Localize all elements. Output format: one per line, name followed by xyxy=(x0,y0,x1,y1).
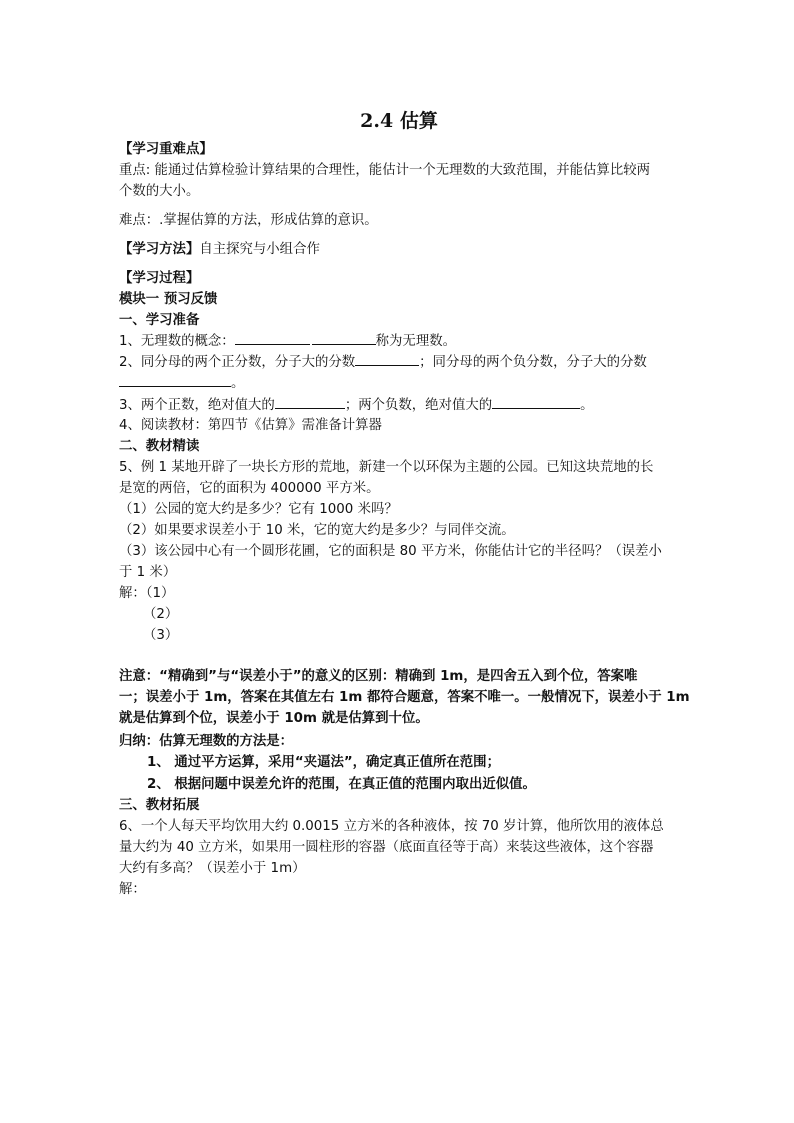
question-6-line-1: 6、一个人每天平均饮用大约 0.0015 立方米的各种液体，按 70 岁计算，他所饮用的液体总 xyxy=(119,819,664,834)
question-6-answer-label: 解： xyxy=(119,882,146,897)
key-points-heading: 【学习重难点】 xyxy=(119,142,213,157)
question-5-line-2: 是宽的两倍，它的面积为 400000 平方米。 xyxy=(119,481,380,496)
difficulty-line: 难点：.掌握估算的方法，形成估算的意识。 xyxy=(119,213,378,228)
answer-blank-1a[interactable] xyxy=(235,331,310,345)
question-3-suffix: 。 xyxy=(580,398,594,413)
question-4: 4、阅读教材：第四节《估算》需准备计算器 xyxy=(119,418,382,433)
question-1-suffix: 称为无理数。 xyxy=(375,334,456,349)
question-6-line-2: 量大约为 40 立方米，如果用一圆柱形的容器（底面直径等于高）来装这些液体，这个容器 xyxy=(119,840,654,855)
page-title: 2.4 估算 xyxy=(360,110,438,132)
extend-heading: 三、教材拓展 xyxy=(119,798,200,813)
question-2-suffix: 。 xyxy=(231,376,245,391)
question-5-sub-3-line-2: 于 1 米） xyxy=(119,565,177,580)
question-1 xyxy=(119,331,456,352)
note-line-2: 一；误差小于 1m，答案在其值左右 1m 都符合题意，答案不唯一。一般情况下，误差小于 1m xyxy=(119,690,690,705)
summary-heading: 归纳：估算无理数的方法是： xyxy=(119,734,294,749)
focus-line-2: 个数的大小。 xyxy=(119,184,200,199)
process-heading: 【学习过程】 xyxy=(119,271,200,286)
module-heading: 模块一 预习反馈 xyxy=(119,292,218,307)
answer-label-3: （3） xyxy=(143,628,179,643)
answer-label-1: 解：（1） xyxy=(119,586,175,601)
question-3 xyxy=(119,395,594,416)
summary-item-1: 1、 通过平方运算，采用“夹逼法”，确定真正值所在范围； xyxy=(147,755,500,770)
note-line-3: 就是估算到个位，误差小于 10m 就是估算到十位。 xyxy=(119,711,429,726)
answer-blank-2b[interactable] xyxy=(119,373,231,387)
question-2-line-2 xyxy=(119,373,244,394)
answer-blank-2a[interactable] xyxy=(355,352,419,366)
answer-blank-3b[interactable] xyxy=(492,395,580,409)
reading-heading: 二、教材精读 xyxy=(119,439,200,454)
question-5-sub-1: （1）公园的宽大约是多少？它有 1000 米吗？ xyxy=(119,502,398,517)
note-line-1: 注意：“精确到”与“误差小于”的意义的区别：精确到 1m，是四舍五入到个位，答案唯 xyxy=(119,669,638,684)
question-5-line-1: 5、例 1 某地开辟了一块长方形的荒地，新建一个以环保为主题的公园。已知这块荒地的长 xyxy=(119,460,654,475)
question-2-text-b: ；同分母的两个负分数，分子大的分数 xyxy=(419,355,647,370)
method-text: 自主探究与小组合作 xyxy=(199,242,320,257)
summary-item-2: 2、 根据问题中误差允许的范围，在真正值的范围内取出近似值。 xyxy=(147,777,536,792)
method-line xyxy=(119,239,320,260)
question-3-text-a: 3、两个正数，绝对值大的 xyxy=(119,398,275,413)
question-2-text-a: 2、同分母的两个正分数，分子大的分数 xyxy=(119,355,356,370)
answer-label-2: （2） xyxy=(143,607,179,622)
question-6-line-3: 大约有多高？（误差小于 1m） xyxy=(119,861,306,876)
question-3-text-b: ；两个负数，绝对值大的 xyxy=(344,398,493,413)
question-1-text: 1、无理数的概念： xyxy=(119,334,235,349)
method-heading: 【学习方法】 xyxy=(119,242,200,257)
question-2-line-1 xyxy=(119,352,647,373)
focus-line-1: 重点: 能通过估算检验计算结果的合理性，能估计一个无理数的大致范围，并能估算比较两 xyxy=(119,163,650,178)
question-5-sub-3-line-1: （3）该公园中心有一个圆形花圃，它的面积是 80 平方米，你能估计它的半径吗？（误差小 xyxy=(119,544,662,559)
prep-heading: 一、学习准备 xyxy=(119,313,200,328)
answer-blank-3a[interactable] xyxy=(275,395,345,409)
question-5-sub-2: （2）如果要求误差小于 10 米，它的宽大约是多少？与同伴交流。 xyxy=(119,523,515,538)
answer-blank-1b[interactable] xyxy=(312,331,376,345)
